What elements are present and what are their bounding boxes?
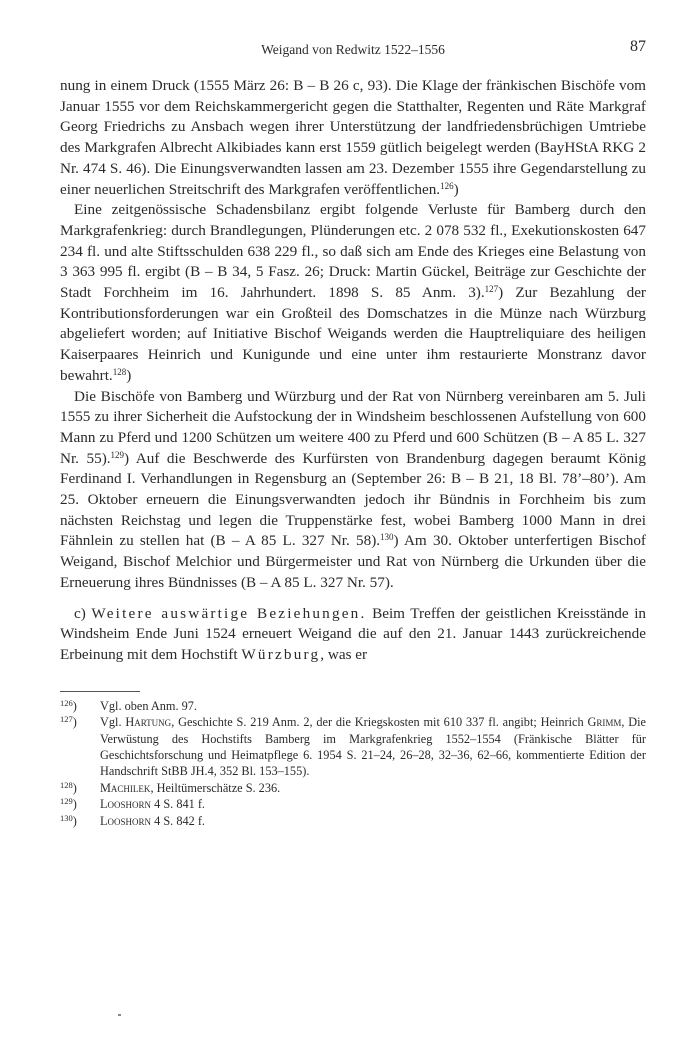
footnote-ref[interactable]: 129 xyxy=(110,449,125,460)
author-name: Hartung xyxy=(125,715,172,730)
footnote-number: $^{130}$) xyxy=(60,812,77,828)
footnote-ref[interactable]: 126 xyxy=(440,180,454,191)
author-name: Looshorn xyxy=(100,813,152,828)
footnote-rule xyxy=(60,691,140,692)
footnote-number: $^{126}$) xyxy=(60,697,77,713)
scan-mark xyxy=(118,1014,121,1016)
footnote-text: Looshorn 4 S. 842 f. xyxy=(100,813,206,828)
section-heading: Weitere auswärtige Beziehungen. xyxy=(91,604,367,622)
paragraph-3: Die Bischöfe von Bamberg und Würzburg und der Rat von Nürnberg vereinbaren am 5. Juli 1555 zu ihrer Sicherheit die Aufstockung der in Windsheim beschlossenen Aufstellung von 600 Mann zu Pferd und 1200 Schützen um weitere 400 zu Pferd und 600 Schützen (B – A 85 L. 327 Nr. 55).$^{129}$) Auf die Beschwerde des Kurfürsten von Brandenburg dagegen beraumt König Ferdinand I. Verhandlungen in Regensburg an (September 26: B – B 21, 18 Bl. 78’–80’). Am 25. Oktober erneuern die Einungsverwandten jedoch ihr Bündnis in Forchheim bis zum nächsten Reichstag und legen die Truppenstärke fest, wobei Bamberg 1000 Mann in drei Fähnlein zu stellen hat (B – A 85 L. 327 Nr. 58).$^{130}$) Am 30. Oktober unterfertigen Bischof Weigand, Bischof Melchior und Bürgermeister und Rat von Nürnberg die Urkunden über die Erneuerung ihres Bündnisses (B – A 85 L. 327 Nr. 57). xyxy=(60,387,646,591)
page xyxy=(60,38,646,829)
footnote-ref[interactable]: 127 xyxy=(484,284,499,295)
paragraph-2: Eine zeitgenössische Schadensbilanz ergibt folgende Verluste für Bamberg durch den Markgrafenkrieg: durch Brandlegungen, Plünderungen etc. 2 078 532 fl., Exekutionskosten 647 234 fl. und alte Stiftsschulden 638 229 fl., so daß sich am Ende des Krieges eine Belastung von 3 363 995 fl. ergibt (B – B 34, 5 Fasz. 26; Druck: Martin Gückel, Beiträge zur Geschichte der Stadt Forchheim im 16. Jahrhundert. 1898 S. 85 Anm. 3).$^{127}$) Zur Bezahlung der Kontributionsforderungen war ein Großteil des Domschatzes in die Münze nach Würzburg abgeliefert worden; auf Initiative Bischof Weigands werden die Hauptreliquiare des heiligen Kaiserpaares Heinrich und Kunigunde und eine unter ihm restaurierte Monstranz davor bewahrt.$^{128}$) xyxy=(60,201,646,384)
footnote xyxy=(60,796,646,812)
author-name: Grimm xyxy=(587,715,622,730)
footnote-text: Vgl. Hartung, Geschichte S. 219 Anm. 2, der die Kriegskosten mit 610 337 fl. angibt; Heinrich Grimm, Die Verwüstung des Hochstifts Bamberg im Markgrafenkrieg 1552–1554 (Fränkische Blätter für Geschichtsforschung und Heimatpflege 6. 1954 S. 21–24, 26–28, 32–36, 62–66, kommentierte Edition der Handschrift StBB JH.4, 352 Bl. 153–155). xyxy=(100,715,646,779)
footnote xyxy=(60,813,646,829)
author-name: Machilek xyxy=(100,780,151,795)
footnote-text: Vgl. oben Anm. 97. xyxy=(100,698,198,713)
footnote-number: $^{128}$) xyxy=(60,779,77,795)
place-name: Würzburg xyxy=(241,645,321,663)
paragraph-4: c) Weitere auswärtige Beziehungen. Beim Treffen der geistlichen Kreisstände in Windsheim Ende Juni 1524 erneuert Weigand die auf den 21. Januar 1443 zurückreichende Erbeinung mit dem Hochstift Würzburg, was er xyxy=(60,604,647,663)
footnote-number: $^{127}$) xyxy=(60,714,77,730)
author-name: Looshorn xyxy=(100,797,152,812)
footnotes xyxy=(60,698,646,829)
section-label: c) xyxy=(74,604,86,622)
running-head xyxy=(60,38,646,60)
footnote-text: Machilek, Heiltümerschätze S. 236. xyxy=(100,780,281,795)
running-title: Weigand von Redwitz 1522–1556 xyxy=(261,42,445,57)
page-number: 87 xyxy=(630,38,646,55)
body-text xyxy=(60,76,646,666)
footnote xyxy=(60,780,646,796)
footnote-ref[interactable]: 128 xyxy=(112,366,127,377)
footnote-number: $^{129}$) xyxy=(60,796,77,812)
footnote-ref[interactable]: 130 xyxy=(380,532,394,543)
footnote xyxy=(60,698,646,714)
footnote-text: Looshorn 4 S. 841 f. xyxy=(100,797,206,812)
paragraph-1: nung in einem Druck (1555 März 26: B – B 26 c, 93). Die Klage der fränkischen Bischöfe vom Januar 1555 vor dem Reichskammergericht gegen die Statthalter, Regenten und Räte Markgraf Georg Friedrichs zu Ansbach wegen ihrer Unterstützung der landfriedensbrüchigen Umtriebe des Markgrafen Albrecht Alkibiades kann erst 1559 gütlich beigelegt werden (BayHStA RKG 2 Nr. 474 S. 46). Die Einungsverwandten lassen am 23. Dezember 1555 ihre Gegendarstellung zu einer neuerlichen Streitschrift des Markgrafen veröffentlichen.$^{126}$) xyxy=(60,77,646,198)
footnote xyxy=(60,714,646,780)
